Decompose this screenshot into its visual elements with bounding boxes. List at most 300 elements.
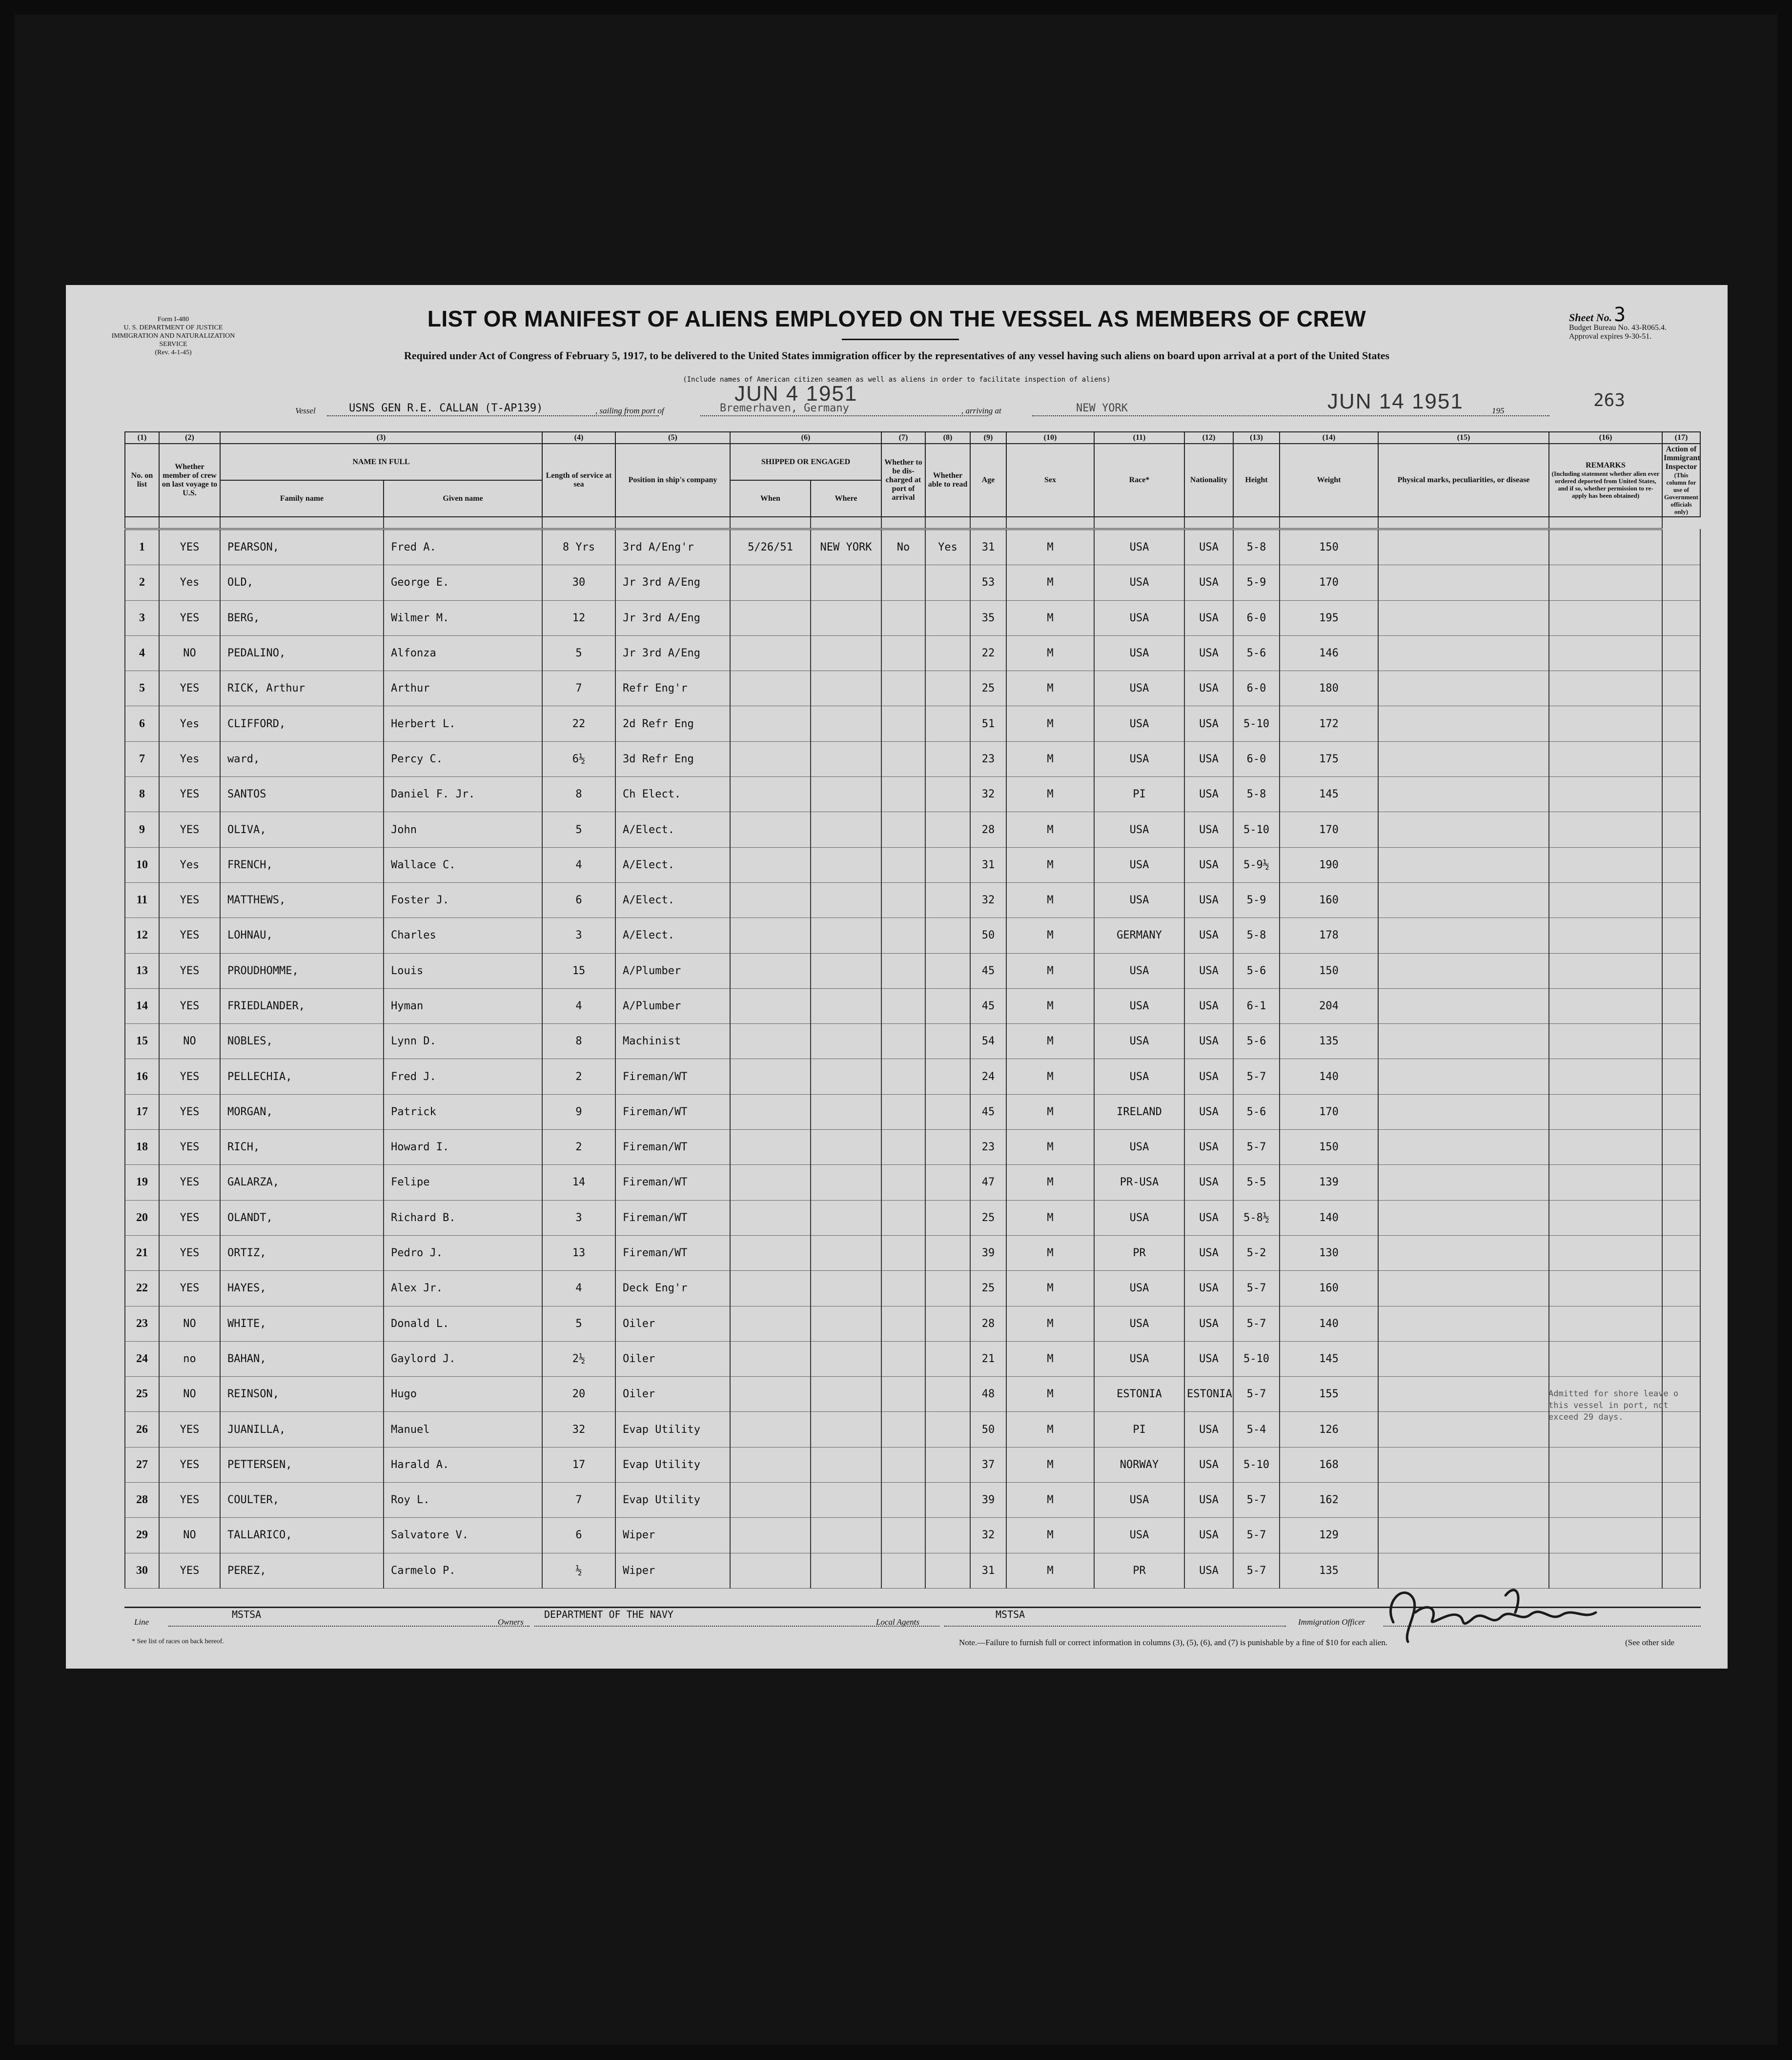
weight-cell: 150 xyxy=(1280,1130,1378,1165)
able-to-read-cell xyxy=(925,1377,970,1412)
service-length-cell: 20 xyxy=(542,1377,615,1412)
position-cell: Oiler xyxy=(615,1341,730,1376)
family-name-cell: GALARZA, xyxy=(220,1165,384,1200)
row-number: 30 xyxy=(125,1553,159,1588)
able-to-read-cell xyxy=(925,671,970,706)
table-row xyxy=(125,953,1700,988)
position-cell: Fireman/WT xyxy=(615,1200,730,1235)
position-cell: Wiper xyxy=(615,1518,730,1553)
given-name-cell: Percy C. xyxy=(384,741,542,776)
height-cell: 5-10 xyxy=(1233,1341,1280,1376)
remarks-cell xyxy=(1549,918,1662,953)
row-number: 15 xyxy=(125,1024,159,1059)
row-number: 29 xyxy=(125,1518,159,1553)
service-length-cell: 13 xyxy=(542,1235,615,1270)
height-cell: 5-10 xyxy=(1233,706,1280,741)
service-length-cell: 12 xyxy=(542,600,615,635)
colnum-11: (11) xyxy=(1094,432,1184,444)
remarks-note-line: Admitted for shore leave o xyxy=(1548,1389,1679,1399)
last-voyage-cell: YES xyxy=(159,671,220,706)
remarks-cell xyxy=(1549,882,1662,918)
officer-label: Immigration Officer xyxy=(1298,1617,1365,1627)
discharged-cell xyxy=(881,1130,925,1165)
sex-cell: M xyxy=(1006,1306,1094,1341)
shipped-when-cell xyxy=(730,918,811,953)
shipped-where-cell: NEW YORK xyxy=(811,529,881,565)
shipped-where-cell xyxy=(811,1518,881,1553)
service-length-cell: 4 xyxy=(542,847,615,882)
service-length-cell: 5 xyxy=(542,635,615,671)
inspector-action-cell xyxy=(1662,1094,1700,1129)
physical-marks-cell xyxy=(1378,918,1549,953)
given-name-cell: George E. xyxy=(384,565,542,600)
age-cell: 54 xyxy=(970,1024,1006,1059)
age-cell: 31 xyxy=(970,529,1006,565)
weight-cell: 135 xyxy=(1280,1024,1378,1059)
service-length-cell: 8 Yrs xyxy=(542,529,615,565)
column-header-row xyxy=(125,444,1700,480)
row-number: 9 xyxy=(125,812,159,847)
remarks-cell xyxy=(1549,529,1662,565)
position-cell: Machinist xyxy=(615,1024,730,1059)
sex-cell: M xyxy=(1006,529,1094,565)
shipped-when-cell xyxy=(730,777,811,812)
discharged-cell xyxy=(881,1024,925,1059)
shipped-where-cell xyxy=(811,953,881,988)
able-to-read-cell xyxy=(925,953,970,988)
inspector-action-cell xyxy=(1662,565,1700,600)
row-number: 26 xyxy=(125,1412,159,1447)
shipped-when-cell xyxy=(730,1483,811,1518)
row-number: 14 xyxy=(125,988,159,1023)
sex-cell: M xyxy=(1006,988,1094,1023)
able-to-read-cell xyxy=(925,988,970,1023)
inspector-action-cell xyxy=(1662,671,1700,706)
remarks-note-line: this vessel in port, not xyxy=(1548,1401,1669,1410)
row-number: 24 xyxy=(125,1341,159,1376)
position-cell: Oiler xyxy=(615,1377,730,1412)
family-name-cell: PROUDHOMME, xyxy=(220,953,384,988)
inspector-action-cell xyxy=(1662,600,1700,635)
race-cell: USA xyxy=(1094,847,1184,882)
shipped-when-cell xyxy=(730,812,811,847)
service-length-cell: 22 xyxy=(542,706,615,741)
given-name-cell: Howard I. xyxy=(384,1130,542,1165)
shipped-when-cell xyxy=(730,1447,811,1482)
col-where-header: Where xyxy=(811,480,881,517)
discharged-cell xyxy=(881,812,925,847)
shipped-when-cell xyxy=(730,1094,811,1129)
row-number: 27 xyxy=(125,1447,159,1482)
inspector-action-cell xyxy=(1662,1130,1700,1165)
service-length-cell: 4 xyxy=(542,988,615,1023)
position-cell: Fireman/WT xyxy=(615,1165,730,1200)
col-action-header xyxy=(1662,444,1700,517)
age-cell: 45 xyxy=(970,988,1006,1023)
race-cell: USA xyxy=(1094,741,1184,776)
remarks-cell xyxy=(1549,1235,1662,1270)
table-row xyxy=(125,882,1700,918)
nationality-cell: USA xyxy=(1184,1165,1233,1200)
shipped-where-cell xyxy=(811,1412,881,1447)
shipped-when-cell xyxy=(730,1059,811,1094)
inspector-action-cell xyxy=(1662,1024,1700,1059)
row-number: 7 xyxy=(125,741,159,776)
shipped-when-cell xyxy=(730,1235,811,1270)
able-to-read-cell xyxy=(925,1447,970,1482)
sex-cell: M xyxy=(1006,882,1094,918)
sheet-label: Sheet No. xyxy=(1569,311,1612,324)
shipped-where-cell xyxy=(811,918,881,953)
colnum-4: (4) xyxy=(542,432,615,444)
shipped-where-cell xyxy=(811,1483,881,1518)
discharged-cell xyxy=(881,706,925,741)
discharged-cell xyxy=(881,953,925,988)
sex-cell: M xyxy=(1006,953,1094,988)
family-name-cell: HAYES, xyxy=(220,1271,384,1306)
shipped-where-cell xyxy=(811,847,881,882)
colnum-5: (5) xyxy=(615,432,730,444)
crew-rows xyxy=(125,517,1700,1588)
col-discharged-header: Whether to be dis-charged at port of arrival xyxy=(881,444,925,517)
family-name-cell: PELLECHIA, xyxy=(220,1059,384,1094)
arrival-port: NEW YORK xyxy=(1076,402,1128,414)
race-cell: USA xyxy=(1094,529,1184,565)
position-cell: Fireman/WT xyxy=(615,1130,730,1165)
service-length-cell: 3 xyxy=(542,1200,615,1235)
family-name-cell: REINSON, xyxy=(220,1377,384,1412)
weight-cell: 170 xyxy=(1280,812,1378,847)
physical-marks-cell xyxy=(1378,1518,1549,1553)
height-cell: 5-5 xyxy=(1233,1165,1280,1200)
remarks-cell xyxy=(1549,706,1662,741)
colnum-7: (7) xyxy=(881,432,925,444)
table-row xyxy=(125,1200,1700,1235)
family-name-cell: ward, xyxy=(220,741,384,776)
weight-cell: 168 xyxy=(1280,1447,1378,1482)
height-cell: 5-8 xyxy=(1233,918,1280,953)
discharged-cell xyxy=(881,1200,925,1235)
discharged-cell xyxy=(881,1059,925,1094)
last-voyage-cell: YES xyxy=(159,988,220,1023)
sailing-date-stamp: JUN 4 1951 xyxy=(734,382,858,406)
age-cell: 32 xyxy=(970,1518,1006,1553)
title-underline xyxy=(842,339,959,340)
service-length-cell: 32 xyxy=(542,1412,615,1447)
discharged-cell: No xyxy=(881,529,925,565)
inspector-action-cell xyxy=(1662,529,1700,565)
service-length-cell: 30 xyxy=(542,565,615,600)
last-voyage-cell: YES xyxy=(159,600,220,635)
able-to-read-cell xyxy=(925,1165,970,1200)
weight-cell: 172 xyxy=(1280,706,1378,741)
family-name-cell: BAHAN, xyxy=(220,1341,384,1376)
remarks-cell xyxy=(1549,988,1662,1023)
discharged-cell xyxy=(881,1518,925,1553)
weight-cell: 130 xyxy=(1280,1235,1378,1270)
shipped-when-cell: 5/26/51 xyxy=(730,529,811,565)
family-name-cell: PEARSON, xyxy=(220,529,384,565)
last-voyage-cell: no xyxy=(159,1341,220,1376)
family-name-cell: OLD, xyxy=(220,565,384,600)
inspector-action-cell xyxy=(1662,882,1700,918)
race-cell: USA xyxy=(1094,882,1184,918)
shipped-when-cell xyxy=(730,882,811,918)
age-cell: 32 xyxy=(970,882,1006,918)
able-to-read-cell: Yes xyxy=(925,529,970,565)
family-name-cell: CLIFFORD, xyxy=(220,706,384,741)
given-name-cell: Patrick xyxy=(384,1094,542,1129)
sex-cell: M xyxy=(1006,1412,1094,1447)
given-name-cell: Alfonza xyxy=(384,635,542,671)
height-cell: 5-7 xyxy=(1233,1059,1280,1094)
col-name-header: NAME IN FULL xyxy=(220,444,542,480)
table-row xyxy=(125,1447,1700,1482)
service-length-cell: 2½ xyxy=(542,1341,615,1376)
service-length-cell: 6 xyxy=(542,882,615,918)
shipped-when-cell xyxy=(730,741,811,776)
weight-cell: 140 xyxy=(1280,1059,1378,1094)
colnum-10: (10) xyxy=(1006,432,1094,444)
sex-cell: M xyxy=(1006,1130,1094,1165)
shipped-when-cell xyxy=(730,1024,811,1059)
shipped-when-cell xyxy=(730,565,811,600)
able-to-read-cell xyxy=(925,1341,970,1376)
remarks-cell xyxy=(1549,1341,1662,1376)
physical-marks-cell xyxy=(1378,1341,1549,1376)
inspector-action-cell xyxy=(1662,741,1700,776)
discharged-cell xyxy=(881,671,925,706)
shipped-where-cell xyxy=(811,988,881,1023)
able-to-read-cell xyxy=(925,777,970,812)
last-voyage-cell: YES xyxy=(159,1447,220,1482)
nationality-cell: USA xyxy=(1184,635,1233,671)
inspector-action-cell xyxy=(1662,635,1700,671)
sex-cell: M xyxy=(1006,812,1094,847)
header-gap-row xyxy=(125,517,1700,529)
remarks-note-line: exceed 29 days. xyxy=(1548,1412,1624,1422)
table-row xyxy=(125,600,1700,635)
weight-cell: 150 xyxy=(1280,953,1378,988)
owners-label: Owners xyxy=(498,1617,524,1627)
colnum-16: (16) xyxy=(1549,432,1662,444)
col-remarks-header xyxy=(1549,444,1662,517)
nationality-cell: USA xyxy=(1184,777,1233,812)
inspector-action-cell xyxy=(1662,1306,1700,1341)
remarks-cell xyxy=(1549,953,1662,988)
physical-marks-cell xyxy=(1378,600,1549,635)
age-cell: 50 xyxy=(970,1412,1006,1447)
position-cell: Jr 3rd A/Eng xyxy=(615,635,730,671)
shipped-where-cell xyxy=(811,1059,881,1094)
inspector-action-cell xyxy=(1662,1235,1700,1270)
inspector-action-cell xyxy=(1662,706,1700,741)
table-row xyxy=(125,1341,1700,1376)
remarks-cell xyxy=(1549,1059,1662,1094)
inspector-action-cell xyxy=(1662,1271,1700,1306)
col-when-header: When xyxy=(730,480,811,517)
height-cell: 5-6 xyxy=(1233,953,1280,988)
weight-cell: 178 xyxy=(1280,918,1378,953)
remarks-shore-leave-stamp xyxy=(1548,1388,1710,1423)
shipped-when-cell xyxy=(730,1341,811,1376)
sex-cell: M xyxy=(1006,671,1094,706)
weight-cell: 145 xyxy=(1280,777,1378,812)
colnum-1: (1) xyxy=(125,432,159,444)
given-name-cell: Richard B. xyxy=(384,1200,542,1235)
sailing-underline xyxy=(700,415,988,416)
position-cell: Fireman/WT xyxy=(615,1059,730,1094)
discharged-cell xyxy=(881,1235,925,1270)
age-cell: 25 xyxy=(970,671,1006,706)
col-physical-header: Physical marks, peculiarities, or disease xyxy=(1378,444,1549,517)
act-requirement: Required under Act of Congress of February 5, 1917, to be delivered to the United States immigration officer by the representatives of any vessel having such aliens on board upon arrival at a port of the United States xyxy=(404,349,1390,362)
nationality-cell: USA xyxy=(1184,1059,1233,1094)
race-cell: USA xyxy=(1094,1518,1184,1553)
service-length-cell: 8 xyxy=(542,1024,615,1059)
physical-marks-cell xyxy=(1378,706,1549,741)
inspector-action-cell xyxy=(1662,1447,1700,1482)
given-name-cell: Louis xyxy=(384,953,542,988)
col-family-name-header: Family name xyxy=(220,480,384,517)
age-cell: 31 xyxy=(970,847,1006,882)
physical-marks-cell xyxy=(1378,635,1549,671)
row-number: 5 xyxy=(125,671,159,706)
race-cell: PR-USA xyxy=(1094,1165,1184,1200)
remarks-subtitle: (Including statement whether alien ever ordered deported from United States, and if so, whether permission to re-apply has been obtained) xyxy=(1551,470,1660,499)
table-row xyxy=(125,777,1700,812)
nationality-cell: ESTONIA xyxy=(1184,1377,1233,1412)
discharged-cell xyxy=(881,1341,925,1376)
col-last-voyage-header: Whether member of crew on last voyage to U.S. xyxy=(159,444,220,517)
last-voyage-cell: Yes xyxy=(159,741,220,776)
position-cell: A/Elect. xyxy=(615,847,730,882)
position-cell: 3d Refr Eng xyxy=(615,741,730,776)
age-cell: 48 xyxy=(970,1377,1006,1412)
col-position-header: Position in ship's company xyxy=(615,444,730,517)
line-underline xyxy=(168,1625,529,1627)
height-cell: 6-1 xyxy=(1233,988,1280,1023)
family-name-cell: WHITE, xyxy=(220,1306,384,1341)
sex-cell: M xyxy=(1006,600,1094,635)
remarks-title: REMARKS xyxy=(1586,461,1626,469)
height-cell: 5-8½ xyxy=(1233,1200,1280,1235)
age-cell: 50 xyxy=(970,918,1006,953)
weight-cell: 140 xyxy=(1280,1306,1378,1341)
physical-marks-cell xyxy=(1378,1447,1549,1482)
given-name-cell: Hyman xyxy=(384,988,542,1023)
able-to-read-cell xyxy=(925,741,970,776)
physical-marks-cell xyxy=(1378,953,1549,988)
shipped-where-cell xyxy=(811,1165,881,1200)
discharged-cell xyxy=(881,741,925,776)
colnum-15: (15) xyxy=(1378,432,1549,444)
service-length-cell: 7 xyxy=(542,1483,615,1518)
discharged-cell xyxy=(881,777,925,812)
remarks-cell xyxy=(1549,777,1662,812)
service-length-cell: 6½ xyxy=(542,741,615,776)
age-cell: 22 xyxy=(970,635,1006,671)
age-cell: 31 xyxy=(970,1553,1006,1588)
sex-cell: M xyxy=(1006,777,1094,812)
column-number-row xyxy=(125,432,1700,444)
table-row xyxy=(125,565,1700,600)
table-row xyxy=(125,1094,1700,1129)
family-name-cell: OLIVA, xyxy=(220,812,384,847)
sex-cell: M xyxy=(1006,847,1094,882)
remarks-cell xyxy=(1549,1483,1662,1518)
nationality-cell: USA xyxy=(1184,918,1233,953)
service-length-cell: 5 xyxy=(542,812,615,847)
shipped-when-cell xyxy=(730,1271,811,1306)
row-number: 8 xyxy=(125,777,159,812)
able-to-read-cell xyxy=(925,1271,970,1306)
budget-bureau: Budget Bureau No. 43-R065.4. xyxy=(1569,324,1667,332)
weight-cell: 195 xyxy=(1280,600,1378,635)
family-name-cell: RICH, xyxy=(220,1130,384,1165)
action-subtitle: (This column for use of Government officials only) xyxy=(1664,471,1699,515)
nationality-cell: USA xyxy=(1184,600,1233,635)
shipped-when-cell xyxy=(730,1130,811,1165)
race-cell: USA xyxy=(1094,953,1184,988)
race-cell: NORWAY xyxy=(1094,1447,1184,1482)
nationality-cell: USA xyxy=(1184,1553,1233,1588)
row-number: 23 xyxy=(125,1306,159,1341)
physical-marks-cell xyxy=(1378,847,1549,882)
age-cell: 45 xyxy=(970,1094,1006,1129)
nationality-cell: USA xyxy=(1184,529,1233,565)
position-cell: Deck Eng'r xyxy=(615,1271,730,1306)
discharged-cell xyxy=(881,635,925,671)
age-cell: 28 xyxy=(970,1306,1006,1341)
service-length-cell: 3 xyxy=(542,918,615,953)
family-name-cell: OLANDT, xyxy=(220,1200,384,1235)
row-number: 22 xyxy=(125,1271,159,1306)
agents-label: Local Agents xyxy=(876,1617,919,1627)
shipped-where-cell xyxy=(811,671,881,706)
race-cell: USA xyxy=(1094,600,1184,635)
officer-signature xyxy=(1374,1573,1603,1647)
inspector-action-cell xyxy=(1662,1483,1700,1518)
nationality-cell: USA xyxy=(1184,1024,1233,1059)
table-row xyxy=(125,1271,1700,1306)
physical-marks-cell xyxy=(1378,1483,1549,1518)
family-name-cell: NOBLES, xyxy=(220,1024,384,1059)
family-name-cell: COULTER, xyxy=(220,1483,384,1518)
shipped-where-cell xyxy=(811,812,881,847)
position-cell: Fireman/WT xyxy=(615,1235,730,1270)
age-cell: 39 xyxy=(970,1483,1006,1518)
arriving-label: , arriving at xyxy=(961,406,1001,415)
service-length-cell: 7 xyxy=(542,671,615,706)
table-row xyxy=(125,635,1700,671)
row-number: 2 xyxy=(125,565,159,600)
service-length-cell: 17 xyxy=(542,1447,615,1482)
sheet-number: 3 xyxy=(1614,304,1626,326)
given-name-cell: Manuel xyxy=(384,1412,542,1447)
sex-cell: M xyxy=(1006,706,1094,741)
nationality-cell: USA xyxy=(1184,1200,1233,1235)
weight-cell: 162 xyxy=(1280,1483,1378,1518)
shipped-when-cell xyxy=(730,1200,811,1235)
height-cell: 5-9 xyxy=(1233,882,1280,918)
given-name-cell: Roy L. xyxy=(384,1483,542,1518)
service-length-cell: 6 xyxy=(542,1518,615,1553)
row-number: 6 xyxy=(125,706,159,741)
colnum-6: (6) xyxy=(730,432,881,444)
shipped-when-cell xyxy=(730,1518,811,1553)
shipped-where-cell xyxy=(811,882,881,918)
